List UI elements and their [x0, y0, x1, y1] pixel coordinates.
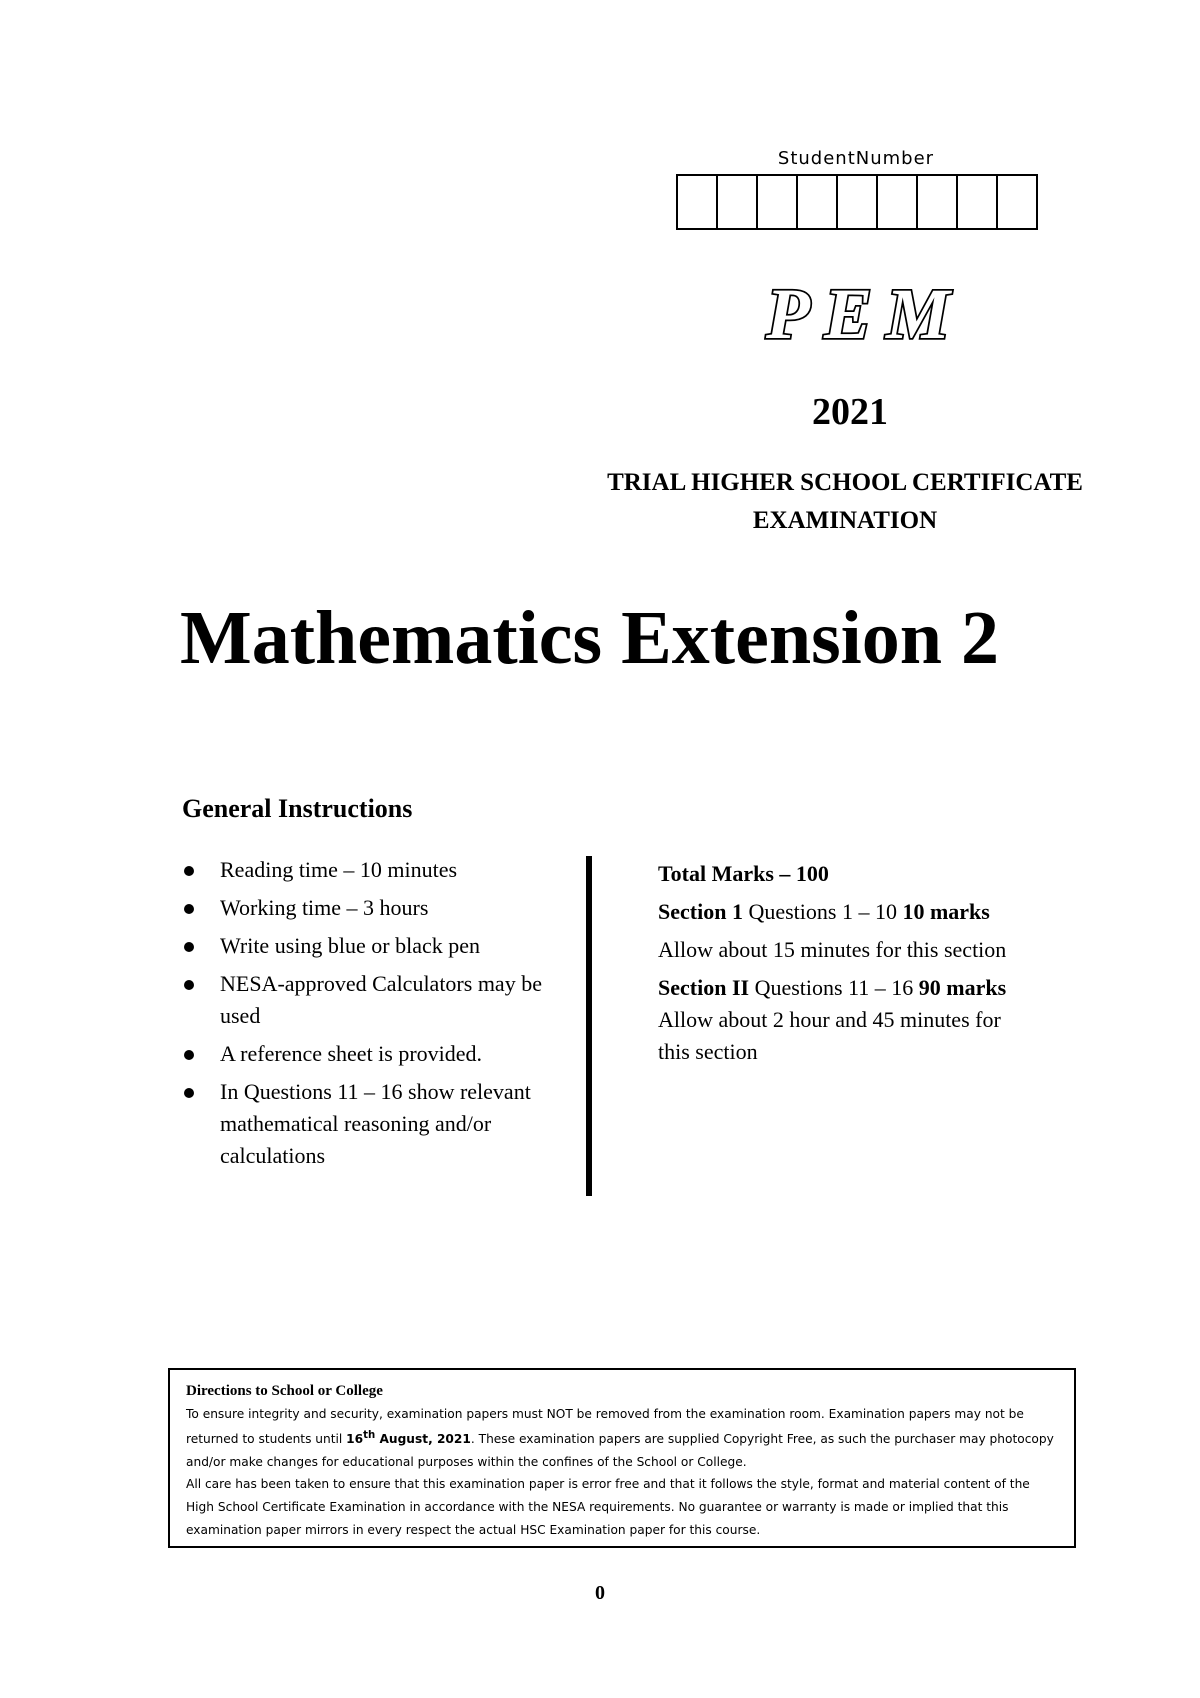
section-2-note-line: Allow about 2 hour and 45 minutes for — [658, 1007, 1001, 1032]
student-number-digit-box[interactable] — [958, 176, 998, 228]
student-number-digit-box[interactable] — [678, 176, 718, 228]
instruction-item — [182, 854, 562, 886]
section-2-note — [658, 1004, 1118, 1068]
instruction-text: Working time – 3 hours — [220, 895, 429, 920]
section-1-marks: 10 marks — [902, 899, 990, 924]
instruction-text: Reading time – 10 minutes — [220, 857, 458, 882]
instruction-text: NESA-approved Calculators may be used — [220, 971, 542, 1028]
directions-paragraph-2: All care has been taken to ensure that this examination paper is error free and that it follows the style, format and material content of the High School Certificate Examination in accordance with the NESA requirements. No guarantee or warranty is made or implied that this examination paper mirrors in every respect the actual HSC Examination paper for this course. — [186, 1477, 1030, 1537]
instruction-text: Write using blue or black pen — [220, 933, 480, 958]
general-instructions-heading: General Instructions — [182, 794, 413, 823]
instruction-item — [182, 1038, 562, 1070]
directions-date: 16th August, 2021 — [346, 1430, 471, 1447]
instruction-item — [182, 968, 562, 1032]
bullet-icon — [184, 942, 194, 952]
instruction-text: A reference sheet is provided. — [220, 1041, 483, 1066]
section-1-label: Section 1 — [658, 899, 743, 924]
bullet-icon — [184, 866, 194, 876]
student-number-digit-box[interactable] — [718, 176, 758, 228]
directions-text: To ensure integrity and security, examination papers must NOT be removed from the examination room. Examination papers may not be returned to students until — [186, 1406, 1024, 1447]
section-2-label: Section II — [658, 975, 750, 1000]
bullet-icon — [184, 904, 194, 914]
column-divider — [586, 856, 592, 1196]
student-number-digit-box[interactable] — [838, 176, 878, 228]
section-1-questions: Questions 1 – 10 — [748, 899, 897, 924]
directions-text: . These examination papers are supplied Copyright Free, as such the purchaser may photocopy and/or make changes for educational purposes within the confines of the School or College. — [186, 1432, 1054, 1469]
student-number-boxes[interactable] — [676, 174, 1038, 230]
student-number-digit-box[interactable] — [998, 176, 1036, 228]
student-number-label: StudentNumber — [777, 148, 935, 169]
instruction-text: In Questions 11 – 16 show relevant mathematical reasoning and/or calculations — [220, 1079, 531, 1168]
exam-title: TRIAL HIGHER SCHOOL CERTIFICATE EXAMINATION — [607, 469, 1083, 534]
instructions-list — [182, 854, 562, 1178]
pem-logo-text: PEM — [765, 276, 965, 354]
section-2-marks: 90 marks — [918, 975, 1007, 1000]
student-number-digit-box[interactable] — [918, 176, 958, 228]
directions-box — [168, 1368, 1076, 1548]
section-1-line — [658, 896, 1118, 928]
total-marks: Total Marks – 100 — [658, 861, 829, 886]
bullet-icon — [184, 1088, 194, 1098]
exam-year: 2021 — [812, 391, 888, 433]
student-number-digit-box[interactable] — [798, 176, 838, 228]
subject-title: Mathematics Extension 2 — [180, 596, 1000, 680]
instruction-item — [182, 892, 562, 924]
student-number-digit-box[interactable] — [758, 176, 798, 228]
student-number-digit-box[interactable] — [878, 176, 918, 228]
page-number: 0 — [595, 1582, 605, 1604]
bullet-icon — [184, 980, 194, 990]
instruction-item — [182, 1076, 562, 1172]
pem-logo — [735, 276, 995, 356]
section-2-questions: Questions 11 – 16 — [754, 975, 914, 1000]
bullet-icon — [184, 1050, 194, 1060]
section-2-note-line: this section — [658, 1039, 758, 1064]
instruction-item — [182, 930, 562, 962]
directions-title: Directions to School or College — [186, 1383, 383, 1399]
section-1-note: Allow about 15 minutes for this section — [658, 937, 1007, 962]
section-2-line — [658, 972, 1118, 1004]
directions-paragraph-1 — [186, 1403, 1058, 1474]
marks-summary — [658, 858, 1118, 1074]
